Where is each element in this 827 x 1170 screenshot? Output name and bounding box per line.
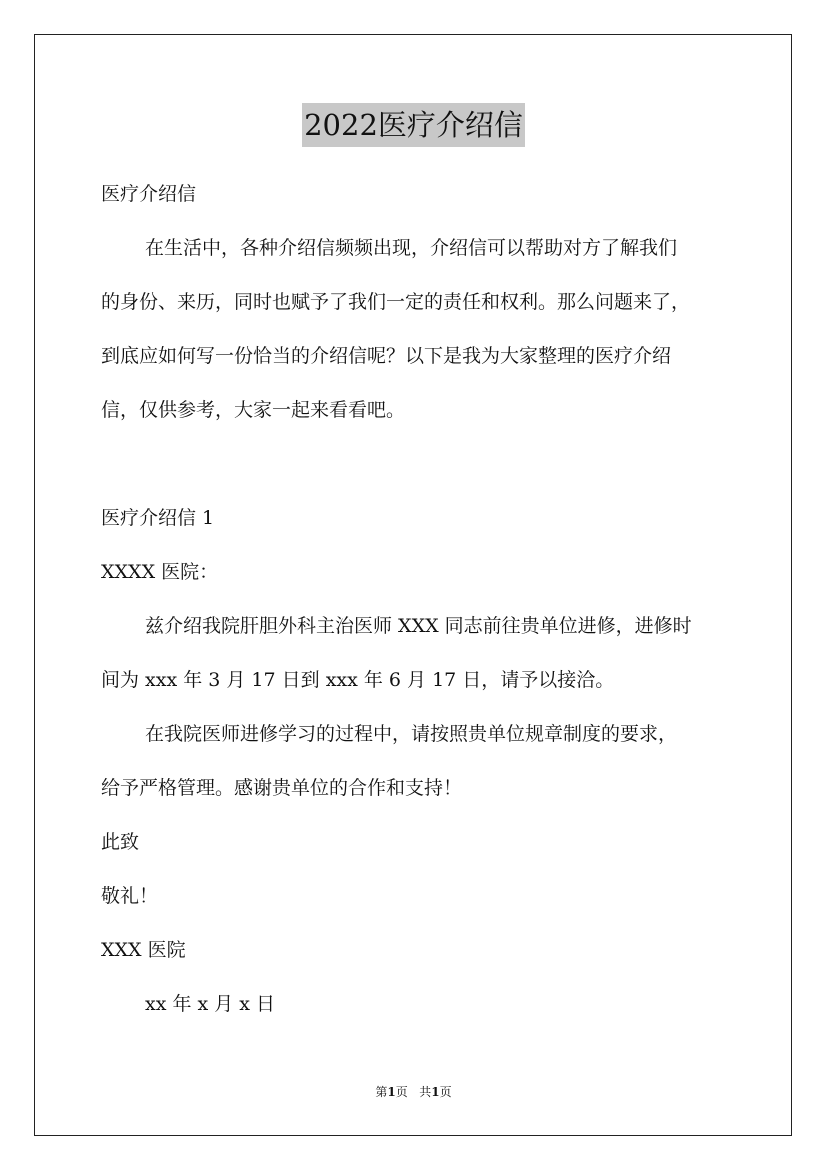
total-number: 1 xyxy=(431,1085,440,1099)
page-prefix: 第 xyxy=(375,1085,388,1099)
body-line-1: 兹介绍我院肝胆外科主治医师 XXX 同志前往贵单位进修，进修时 xyxy=(145,615,692,637)
page-suffix: 页 xyxy=(395,1085,408,1099)
body-line-3: 在我院医师进修学习的过程中，请按照贵单位规章制度的要求， xyxy=(145,723,678,745)
intro-line-2: 的身份、来历，同时也赋予了我们一定的责任和权利。那么问题来了， xyxy=(101,291,691,313)
title-container xyxy=(0,103,827,147)
total-suffix: 页 xyxy=(439,1085,452,1099)
intro-heading: 医疗介绍信 xyxy=(101,183,197,205)
salutation: XXXX 医院： xyxy=(101,561,219,583)
total-prefix: 共 xyxy=(419,1085,432,1099)
closing-1: 此致 xyxy=(101,831,140,853)
letter-heading: 医疗介绍信 1 xyxy=(101,507,215,529)
intro-line-1: 在生活中，各种介绍信频频出现，介绍信可以帮助对方了解我们 xyxy=(145,237,678,259)
signature: XXX 医院 xyxy=(101,939,186,961)
page-number: 1 xyxy=(387,1085,396,1099)
date: xx 年 x 月 x 日 xyxy=(145,993,276,1015)
page-footer xyxy=(0,1084,827,1100)
intro-line-4: 信，仅供参考，大家一起来看看吧。 xyxy=(101,399,406,421)
closing-2: 敬礼！ xyxy=(101,885,159,907)
body-line-2: 间为 xxx 年 3 月 17 日到 xxx 年 6 月 17 日，请予以接洽。 xyxy=(101,669,615,691)
body-line-4: 给予严格管理。感谢贵单位的合作和支持！ xyxy=(101,777,463,799)
document-title: 2022医疗介绍信 xyxy=(302,103,525,147)
intro-line-3: 到底应如何写一份恰当的介绍信呢？以下是我为大家整理的医疗介绍 xyxy=(101,345,672,367)
